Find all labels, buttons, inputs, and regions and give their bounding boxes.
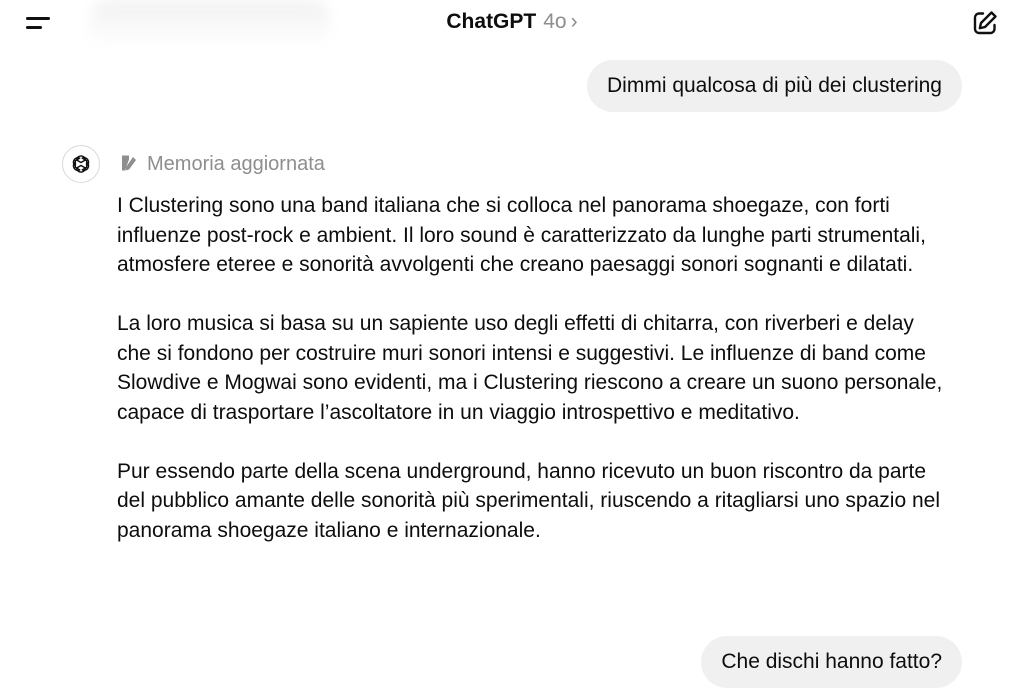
memory-status-text: Memoria aggiornata: [147, 153, 325, 175]
openai-logo-icon: [70, 153, 92, 175]
memory-icon: [120, 154, 138, 172]
model-name: 4o: [543, 10, 567, 33]
edit-icon[interactable]: [970, 8, 1000, 38]
memory-updated-indicator[interactable]: [120, 151, 325, 177]
user-message-partial: Che dischi hanno fatto?: [701, 636, 962, 688]
answer-paragraph: I Clustering sono una band italiana che si colloca nel panorama shoegaze, con forti influenze post-rock e ambient. Il loro sound è caratterizzato da lunghe parti strumentali, atmosfere eteree e sonorità avvolgenti che creano paesaggi sonori sognanti e dilatati.: [117, 194, 926, 276]
answer-paragraph: Pur essendo parte della scena underground, hanno ricevuto un buon riscontro da parte del pubblico amante delle sonorità più sperimentali, riuscendo a ritagliarsi uno spazio nel panorama shoegaze italiano e internazionale.: [117, 459, 940, 542]
user-message: Dimmi qualcosa di più dei clustering: [587, 60, 962, 112]
app-title: ChatGPT: [446, 10, 537, 33]
assistant-message: [117, 191, 947, 575]
top-bar: [0, 0, 1024, 46]
answer-paragraph: La loro musica si basa su un sapiente uso degli effetti di chitarra, con riverberi e delay che si fondono per costruire muri sonori intensi e suggestivi. Le influenze di band come Slowdive e Mogwai sono evidenti, ma i Clustering riescono a creare un suono personale, capace di trasportare l’ascoltatore in un viaggio introspettivo e meditativo.: [117, 312, 943, 424]
assistant-avatar: [62, 145, 100, 183]
chevron-right-icon: ›: [570, 10, 578, 33]
model-selector[interactable]: [0, 9, 1024, 35]
